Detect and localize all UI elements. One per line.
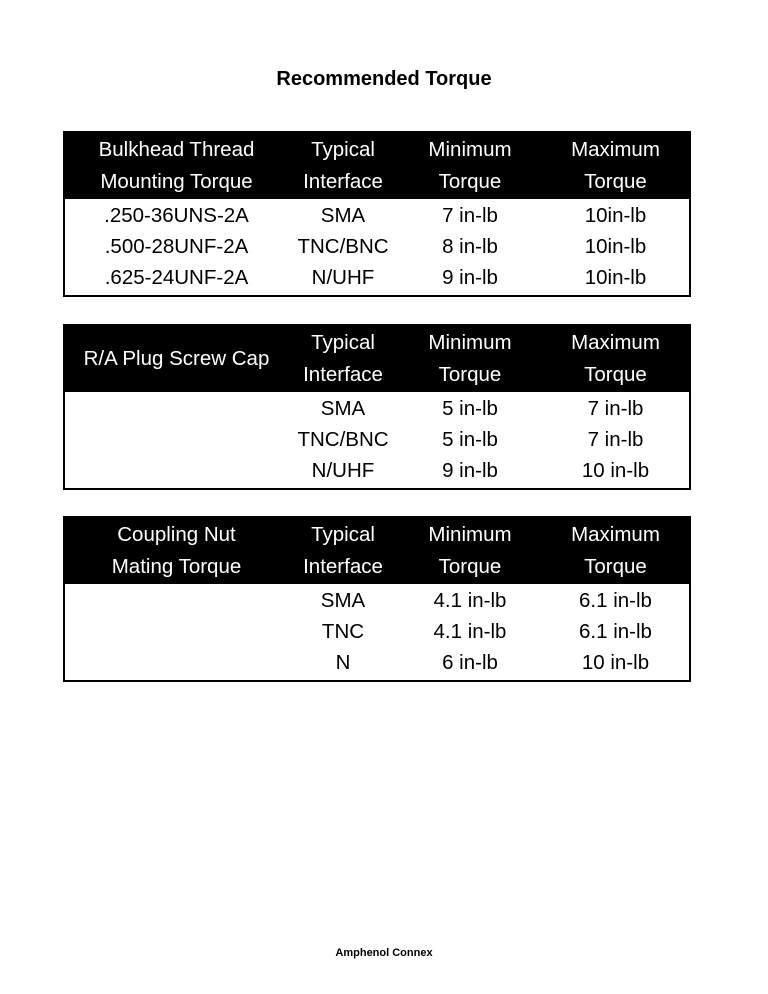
table-row xyxy=(65,200,689,231)
table-cell: SMA xyxy=(320,397,366,420)
header-line: Typical xyxy=(311,138,375,161)
header-line: Minimum xyxy=(428,138,512,161)
table-body xyxy=(65,392,689,488)
header-line: Maximum xyxy=(571,138,660,161)
table-row xyxy=(65,585,689,616)
table-cell: 4.1 in-lb xyxy=(433,620,507,643)
table-row xyxy=(65,424,689,455)
coupling-nut-table xyxy=(63,516,691,682)
header-line: R/A Plug Screw Cap xyxy=(83,347,270,370)
header-line: Interface xyxy=(303,555,383,578)
table-cell: 5 in-lb xyxy=(442,397,498,420)
header-line: Mating Torque xyxy=(111,555,242,578)
table-cell: 7 in-lb xyxy=(587,428,644,451)
header-line: Typical xyxy=(311,523,375,546)
table-cell: 10in-lb xyxy=(584,235,647,258)
table-cell: N xyxy=(335,651,351,674)
table-cell: 10in-lb xyxy=(584,266,647,289)
table-cell: .500-28UNF-2A xyxy=(104,235,249,258)
table-cell: SMA xyxy=(320,204,366,227)
table-row xyxy=(65,455,689,486)
table-header xyxy=(65,133,689,199)
table-row xyxy=(65,647,689,678)
header-cell xyxy=(398,133,542,199)
header-cell xyxy=(288,326,398,392)
table-cell: 4.1 in-lb xyxy=(433,589,507,612)
bulkhead-thread-table xyxy=(63,131,691,297)
table-cell: 9 in-lb xyxy=(442,266,498,289)
header-cell xyxy=(398,518,542,584)
header-line: Maximum xyxy=(571,331,660,354)
header-line: Minimum xyxy=(428,331,512,354)
table-cell: N/UHF xyxy=(311,459,375,482)
table-cell: 5 in-lb xyxy=(442,428,498,451)
header-line: Torque xyxy=(438,170,502,193)
table-cell: 10 in-lb xyxy=(581,459,650,482)
header-line: Minimum xyxy=(428,523,512,546)
header-line: Maximum xyxy=(571,523,660,546)
header-line: Mounting Torque xyxy=(100,170,253,193)
header-cell xyxy=(65,133,288,199)
table-cell: TNC/BNC xyxy=(297,235,389,258)
table-cell: .250-36UNS-2A xyxy=(104,204,249,227)
header-line: Interface xyxy=(303,363,383,386)
table-row xyxy=(65,262,689,293)
table-cell: 6.1 in-lb xyxy=(579,620,652,643)
header-cell xyxy=(65,326,288,392)
header-line: Coupling Nut xyxy=(117,523,236,546)
table-cell: 10 in-lb xyxy=(581,651,650,674)
header-cell xyxy=(65,518,288,584)
header-line: Typical xyxy=(311,331,375,354)
table-cell: 6 in-lb xyxy=(442,651,498,674)
header-cell xyxy=(542,133,689,199)
header-line: Torque xyxy=(584,363,647,386)
table-body xyxy=(65,584,689,680)
table-cell: 9 in-lb xyxy=(442,459,498,482)
table-cell: 7 in-lb xyxy=(442,204,498,227)
table-row xyxy=(65,231,689,262)
table-cell: 7 in-lb xyxy=(587,397,644,420)
table-cell: 10in-lb xyxy=(584,204,647,227)
table-row xyxy=(65,616,689,647)
table-cell: N/UHF xyxy=(311,266,375,289)
page-title: Recommended Torque xyxy=(276,68,492,90)
header-cell xyxy=(288,518,398,584)
ra-plug-screw-cap-table xyxy=(63,324,691,490)
table-cell: 8 in-lb xyxy=(442,235,498,258)
table-cell: .625-24UNF-2A xyxy=(104,266,249,289)
header-cell xyxy=(542,518,689,584)
table-header xyxy=(65,326,689,392)
header-line: Torque xyxy=(438,363,502,386)
footer-company-name: Amphenol Connex xyxy=(335,947,433,959)
table-cell: SMA xyxy=(320,589,366,612)
table-row xyxy=(65,393,689,424)
header-line: Bulkhead Thread xyxy=(98,138,255,161)
header-cell xyxy=(542,326,689,392)
table-body xyxy=(65,199,689,295)
header-line: Torque xyxy=(438,555,502,578)
header-cell xyxy=(288,133,398,199)
table-cell: TNC xyxy=(321,620,365,643)
header-cell xyxy=(398,326,542,392)
header-line: Torque xyxy=(584,170,647,193)
table-header xyxy=(65,518,689,584)
table-cell: 6.1 in-lb xyxy=(579,589,652,612)
table-cell: TNC/BNC xyxy=(297,428,389,451)
header-line: Torque xyxy=(584,555,647,578)
header-line: Interface xyxy=(303,170,383,193)
